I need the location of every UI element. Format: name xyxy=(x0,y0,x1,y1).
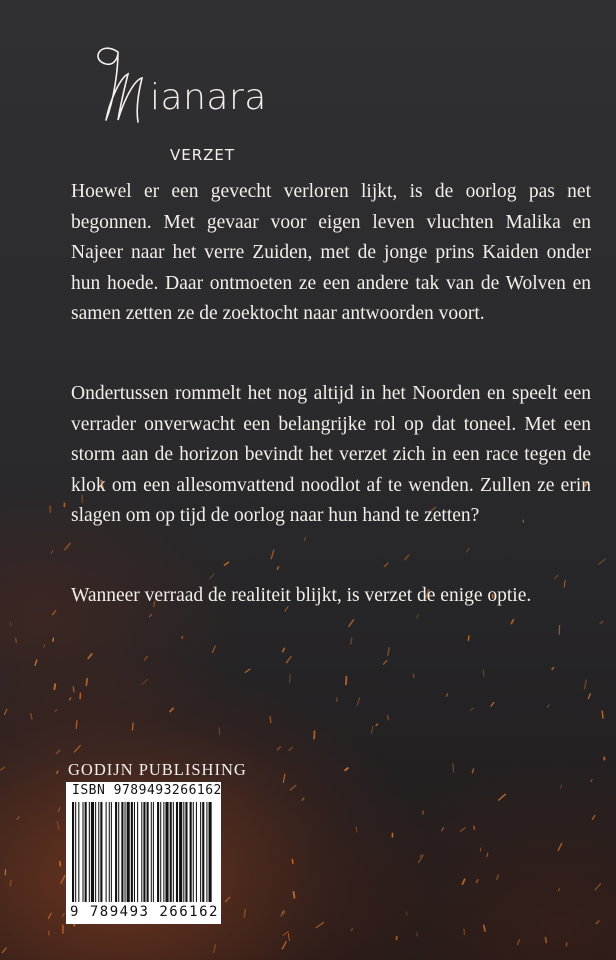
ember-spark xyxy=(76,721,77,729)
ember-spark xyxy=(476,880,477,883)
ember-spark xyxy=(351,638,352,644)
barcode-bar xyxy=(127,802,130,902)
ember-spark xyxy=(447,694,448,696)
ember-spark xyxy=(346,677,347,685)
ember-spark xyxy=(286,657,291,663)
ember-spark xyxy=(17,817,19,819)
ember-spark xyxy=(226,898,230,902)
ember-spark xyxy=(10,622,11,626)
ember-spark xyxy=(244,910,245,917)
ember-spark xyxy=(304,537,306,541)
ember-spark xyxy=(214,945,216,953)
ember-spark xyxy=(558,889,559,891)
ember-spark xyxy=(31,714,32,719)
barcode-bar xyxy=(143,802,145,902)
ember-spark xyxy=(57,771,58,773)
ember-spark xyxy=(491,702,494,706)
publisher-name: GODIJN PUBLISHING xyxy=(68,760,247,779)
ember-spark xyxy=(283,774,284,782)
ember-spark xyxy=(57,821,59,830)
ember-spark xyxy=(602,711,603,718)
ember-spark xyxy=(219,728,220,735)
ember-spark xyxy=(453,764,454,773)
ember-spark xyxy=(65,544,70,550)
ember-spark xyxy=(35,660,37,665)
ember-spark xyxy=(357,698,359,706)
ember-spark xyxy=(499,794,506,800)
ember-spark xyxy=(474,826,475,829)
barcode-bar xyxy=(200,802,201,902)
ember-spark xyxy=(283,648,285,651)
ember-spark xyxy=(10,881,11,886)
barcode-bar xyxy=(179,802,182,902)
ember-spark xyxy=(56,750,60,753)
ember-spark xyxy=(245,669,250,673)
ember-spark xyxy=(600,622,602,624)
ember-spark xyxy=(4,709,7,715)
ember-spark xyxy=(283,931,288,935)
ember-spark xyxy=(278,747,281,750)
barcode-bar xyxy=(151,802,152,902)
barcode-bar xyxy=(95,802,96,902)
ember-spark xyxy=(552,668,554,670)
barcode-bar xyxy=(206,802,207,902)
blurb-paragraph-2: Ondertussen rommelt het nog altijd in het Noorden en speelt een verrader onverwacht een belangrijke rol op dat toneel. Met een storm aan de horizon bevindt het verzet zich in een race tegen de klok om een allesomvattend noodlot af te wenden. Zullen ze erin slagen om op tijd de oorlog naar hun hand te zetten? xyxy=(71,383,591,526)
barcode-bar xyxy=(115,802,117,902)
ember-spark xyxy=(547,705,549,708)
ember-spark xyxy=(585,680,586,688)
barcode-bars xyxy=(72,802,215,902)
ember-spark xyxy=(2,948,6,953)
barcode-bar xyxy=(160,802,161,902)
ember-spark xyxy=(149,615,151,617)
ember-spark xyxy=(351,929,352,931)
ember-spark xyxy=(487,853,488,857)
ember-spark xyxy=(289,747,292,750)
ember-spark xyxy=(413,674,414,677)
ember-spark xyxy=(599,559,605,564)
barcode-bar xyxy=(118,802,119,902)
barcode-bar xyxy=(209,802,212,902)
ember-spark xyxy=(356,827,357,832)
barcode-bar xyxy=(91,802,94,902)
ember-spark xyxy=(302,798,304,800)
barcode-bar xyxy=(106,802,107,902)
blurb-paragraph-3: Wanneer verraad de realiteit blijkt, is verzet de enige optie. xyxy=(71,585,532,606)
ember-spark xyxy=(497,876,498,879)
ember-spark xyxy=(142,680,147,685)
ember-spark xyxy=(345,768,348,770)
barcode-bar xyxy=(125,802,126,902)
barcode-bar xyxy=(131,802,133,902)
ember-spark xyxy=(316,923,323,928)
ember-spark xyxy=(419,855,423,862)
isbn-label: ISBN 9789493266162 xyxy=(72,783,222,798)
ember-spark xyxy=(588,694,590,699)
ember-spark xyxy=(592,816,594,820)
ember-spark xyxy=(460,828,465,831)
ember-spark xyxy=(213,646,216,653)
barcode-bar xyxy=(137,802,138,902)
ember-spark xyxy=(405,555,409,559)
barcode-bar xyxy=(78,802,79,902)
ember-spark xyxy=(48,913,51,918)
barcode-bar xyxy=(89,802,90,902)
barcode-bar xyxy=(173,802,174,902)
barcode-bar xyxy=(165,802,168,902)
ember-spark xyxy=(376,724,378,726)
ember-spark xyxy=(470,708,473,711)
ember-spark xyxy=(483,670,484,677)
barcode-bar xyxy=(100,802,102,902)
ember-spark xyxy=(69,698,70,700)
barcode-bar xyxy=(83,802,84,902)
barcode-bar xyxy=(72,802,74,902)
barcode-bar xyxy=(153,802,154,902)
barcode-bar xyxy=(75,802,76,902)
ember-spark xyxy=(277,567,278,569)
ember-spark xyxy=(472,769,473,773)
logo-script-m xyxy=(88,30,148,130)
ember-spark xyxy=(292,860,293,864)
ember-spark xyxy=(61,876,65,884)
ember-spark xyxy=(86,679,87,685)
ember-spark xyxy=(55,710,57,712)
ember-spark xyxy=(282,942,286,949)
ember-spark xyxy=(54,684,55,689)
ember-spark xyxy=(442,828,444,831)
ember-spark xyxy=(51,551,53,554)
barcode-bar xyxy=(190,802,192,902)
ember-spark xyxy=(58,808,60,812)
ember-spark xyxy=(396,937,397,940)
ember-spark xyxy=(145,656,148,660)
barcode-bar xyxy=(202,802,204,902)
ember-spark xyxy=(73,687,74,692)
barcode-bar xyxy=(85,802,87,902)
barcode-bar xyxy=(111,802,112,902)
ember-spark xyxy=(349,620,354,626)
ember-spark xyxy=(484,925,485,931)
ember-spark xyxy=(371,726,372,733)
ember-spark xyxy=(596,921,599,924)
barcode-bar xyxy=(196,802,197,902)
ember-spark xyxy=(62,914,64,917)
logo-wordmark: ianara xyxy=(150,77,267,118)
ember-spark xyxy=(74,746,80,752)
ember-spark xyxy=(288,934,289,941)
ember-spark xyxy=(88,654,91,658)
ember-spark xyxy=(290,674,291,683)
ember-spark xyxy=(518,940,520,945)
ember-spark xyxy=(209,574,214,579)
ember-spark xyxy=(384,563,388,566)
ember-spark xyxy=(591,780,592,782)
ember-spark xyxy=(561,785,562,789)
ember-spark xyxy=(555,575,558,579)
ember-spark xyxy=(133,723,134,730)
ember-spark xyxy=(271,550,274,558)
barcode-bar xyxy=(185,802,187,902)
isbn-digits: 9 789493 266162 xyxy=(70,904,219,920)
barcode-bar xyxy=(98,802,99,902)
ember-spark xyxy=(270,717,271,723)
book-subtitle: VERZET xyxy=(170,146,236,164)
barcode-bar xyxy=(170,802,172,902)
barcode-bar xyxy=(163,802,164,902)
ember-spark xyxy=(511,620,513,624)
ember-spark xyxy=(383,661,387,665)
ember-spark xyxy=(558,843,562,850)
isbn-barcode xyxy=(66,782,221,924)
ember-spark xyxy=(417,615,418,618)
ember-spark xyxy=(16,639,17,643)
ember-spark xyxy=(468,636,469,640)
barcode-bar xyxy=(121,802,123,902)
ember-spark xyxy=(595,884,601,891)
barcode-bar xyxy=(183,802,184,902)
blurb-paragraph-1: Hoewel er een gevecht verloren lijkt, is de oorlog pas net begonnen. Met gevaar voor eigen leven vluchten Malika en Najeer naar het verre Zuiden, met de jonge prins Kaiden onder hun hoede. Daar ontmoeten ze een andere tak van de Wolven en samen zetten ze de zoektocht naar antwoorden voort. xyxy=(71,181,591,324)
barcode-bar xyxy=(109,802,110,902)
barcode-bar xyxy=(141,802,142,902)
ember-spark xyxy=(0,767,4,770)
ember-spark xyxy=(170,708,173,711)
ember-spark xyxy=(60,862,61,866)
barcode-bar xyxy=(134,802,135,902)
ember-spark xyxy=(462,879,464,884)
barcode-bar xyxy=(157,802,159,902)
ember-spark xyxy=(420,855,421,857)
ember-spark xyxy=(388,648,389,655)
ember-spark xyxy=(290,786,295,790)
ember-spark xyxy=(546,938,547,943)
ember-spark xyxy=(388,716,389,720)
ember-spark xyxy=(44,644,45,647)
ember-spark xyxy=(294,892,295,898)
ember-spark xyxy=(466,548,469,552)
ember-spark xyxy=(284,911,285,914)
barcode-bar xyxy=(193,802,194,902)
ember-spark xyxy=(225,562,229,565)
barcode-bar xyxy=(176,802,178,902)
barcode-bar xyxy=(147,802,149,902)
ember-spark xyxy=(52,611,55,615)
